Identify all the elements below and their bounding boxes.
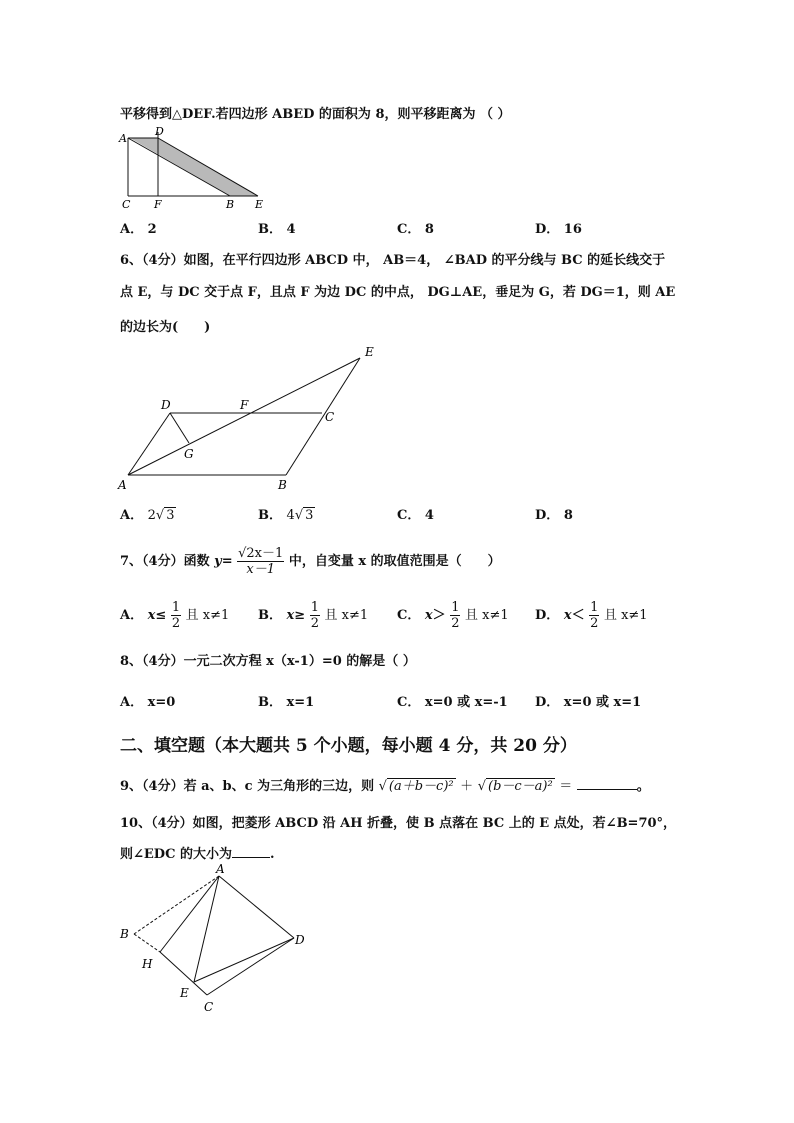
- q5-label-F: F: [154, 198, 162, 211]
- q6-label-A: A: [118, 478, 127, 492]
- q6-label-C: C: [325, 410, 335, 424]
- q10-line2: 则∠EDC 的大小为 .: [120, 847, 275, 862]
- q10-label-B: B: [120, 927, 129, 941]
- q10-figure: [112, 860, 322, 1018]
- q8-option-a: A． x=0: [120, 695, 176, 710]
- q5-label-B: B: [226, 198, 235, 211]
- q9-answer-blank[interactable]: [577, 789, 637, 790]
- section-title: 二、填空题（本大题共 5 个小题，每小题 4 分，共 20 分）: [120, 736, 577, 756]
- q6-line3: 的边长为( ): [120, 320, 211, 335]
- q10-label-H: H: [142, 957, 153, 971]
- q6-label-D: D: [161, 398, 171, 412]
- q6-option-b: B． 4√ 3: [258, 508, 314, 523]
- q5-label-D: D: [155, 125, 164, 138]
- q6-line1: 6、（4分）如图，在平行四边形 ABCD 中， AB＝4， ∠BAD 的平分线与 BC 的延长线交于: [120, 253, 666, 268]
- q7-option-b: B． x≥ $\frac{1}{2}$ 且 x≠1: [258, 600, 369, 631]
- q7-fraction: $\frac{√2x-1}{x-1}$: [238, 546, 284, 577]
- q5-label-E: E: [255, 198, 264, 211]
- q6-option-d: D． 8: [535, 508, 573, 523]
- q7-option-c: C． x＞ $\frac{1}{2}$ 且 x≠1: [397, 600, 509, 631]
- q10-label-C: C: [204, 1000, 214, 1014]
- q5-option-a: A． 2: [120, 222, 157, 237]
- q5-stem: 平移得到△DEF.若四边形 ABED 的面积为 8，则平移距离为 （ ）: [120, 107, 511, 122]
- q5-shaded-region: [130, 138, 258, 196]
- q5-label-A: A: [119, 132, 127, 145]
- q8-option-d: D． x=0 或 x=1: [535, 695, 642, 710]
- q6-figure: [114, 342, 384, 494]
- q6-label-F: F: [240, 398, 249, 412]
- q5-label-C: C: [122, 198, 131, 211]
- q7-stem: 7、（4分）函数 y= $\frac{√2x-1}{x-1}$ 中，自变量 x 的取值范围是（ ）: [120, 546, 501, 577]
- q6-label-E: E: [365, 345, 374, 359]
- q5-option-c: C． 8: [397, 222, 434, 237]
- q10-label-D: D: [295, 933, 305, 947]
- q10-answer-blank[interactable]: [232, 857, 270, 858]
- q8-option-b: B． x=1: [258, 695, 315, 710]
- q8-option-c: C． x=0 或 x=-1: [397, 695, 508, 710]
- q6-option-a: A． 2√ 3: [120, 508, 175, 523]
- q8-stem: 8、（4分）一元二次方程 x（x-1）=0 的解是（ ）: [120, 654, 416, 669]
- q9-stem: 9、（4分）若 a、b、c 为三角形的三边，则 √ (a＋b－c)² ＋ √ (b－c－a)² ＝ 。: [120, 779, 650, 794]
- q6-label-B: B: [278, 478, 287, 492]
- q6-line2: 点 E，与 DC 交于点 F，且点 F 为边 DC 的中点， DG⊥AE，垂足为 G，若 DG＝1，则 AE: [120, 285, 676, 300]
- q5-figure: [116, 124, 276, 212]
- q6-option-c: C． 4: [397, 508, 434, 523]
- q10-label-A: A: [216, 862, 225, 876]
- q7-option-a: A． x≤ $\frac{1}{2}$ 且 x≠1: [120, 600, 230, 631]
- q10-line1: 10、（4分）如图，把菱形 ABCD 沿 AH 折叠，使 B 点落在 BC 上的 E 点处，若∠B=70°，: [120, 816, 677, 831]
- q6-label-G: G: [184, 447, 194, 461]
- q5-option-d: D． 16: [535, 222, 582, 237]
- q10-label-E: E: [180, 986, 189, 1000]
- q5-option-b: B． 4: [258, 222, 296, 237]
- q7-option-d: D． x＜ $\frac{1}{2}$ 且 x≠1: [535, 600, 648, 631]
